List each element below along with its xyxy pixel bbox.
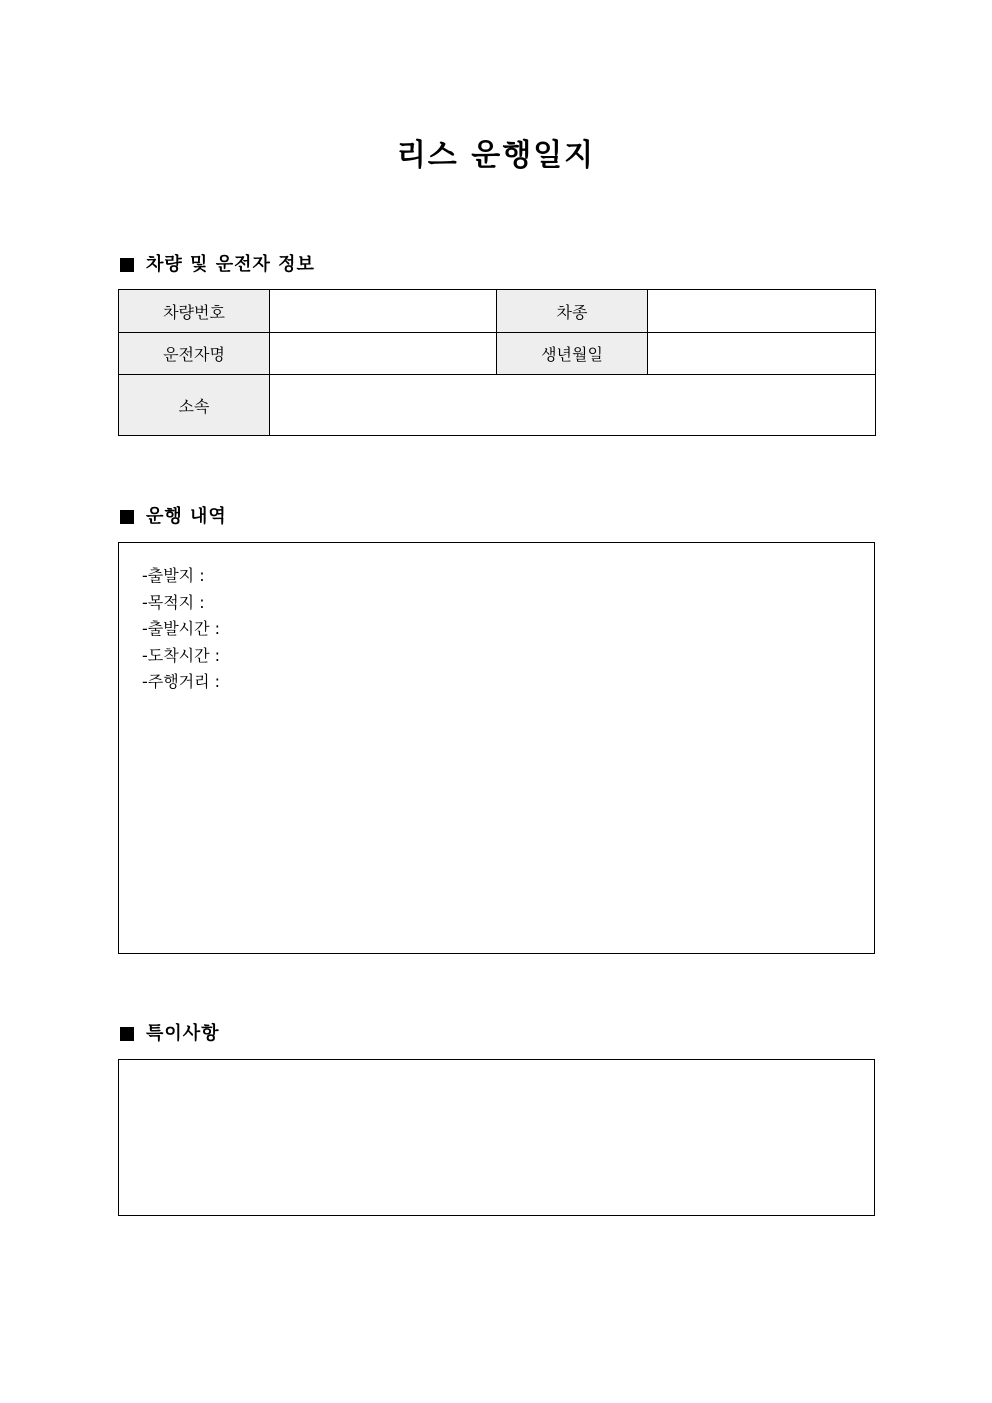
square-bullet-icon bbox=[120, 510, 134, 524]
vehicle-info-table bbox=[118, 289, 876, 436]
departure-line: -출발지 : bbox=[142, 566, 205, 585]
vehicle-number-label: 차량번호 bbox=[119, 290, 270, 333]
affiliation-field[interactable] bbox=[270, 375, 876, 436]
table-row bbox=[119, 333, 876, 375]
section-heading-vehicle-info bbox=[118, 252, 315, 278]
arrival-time-line: -도착시간 : bbox=[142, 645, 221, 665]
section-heading-text: 차량 및 운전자 정보 bbox=[146, 254, 315, 275]
driver-name-field[interactable] bbox=[270, 333, 497, 375]
table-row bbox=[119, 375, 876, 436]
birth-date-field[interactable] bbox=[648, 333, 876, 375]
destination-line: -목적지 : bbox=[142, 592, 205, 612]
document-title: 리스 운행일지 bbox=[396, 138, 596, 173]
table-row bbox=[119, 290, 876, 333]
driver-name-label: 운전자명 bbox=[119, 333, 270, 375]
driving-log-lines bbox=[142, 563, 220, 696]
affiliation-label: 소속 bbox=[119, 375, 270, 436]
section-heading-text: 특이사항 bbox=[146, 1023, 220, 1044]
section-heading-text: 운행 내역 bbox=[146, 506, 227, 527]
square-bullet-icon bbox=[120, 258, 134, 272]
remarks-box[interactable] bbox=[118, 1059, 875, 1216]
driving-log-box[interactable] bbox=[118, 542, 875, 954]
birth-date-label: 생년월일 bbox=[497, 333, 648, 375]
vehicle-model-field[interactable] bbox=[648, 290, 876, 333]
vehicle-model-label: 차종 bbox=[497, 290, 648, 333]
section-heading-remarks bbox=[118, 1021, 220, 1047]
square-bullet-icon bbox=[120, 1027, 134, 1041]
departure-time-line: -출발시간 : bbox=[142, 619, 221, 638]
vehicle-number-field[interactable] bbox=[270, 290, 497, 333]
section-heading-driving-log bbox=[118, 504, 227, 530]
mileage-line: -주행거리 : bbox=[142, 672, 221, 691]
